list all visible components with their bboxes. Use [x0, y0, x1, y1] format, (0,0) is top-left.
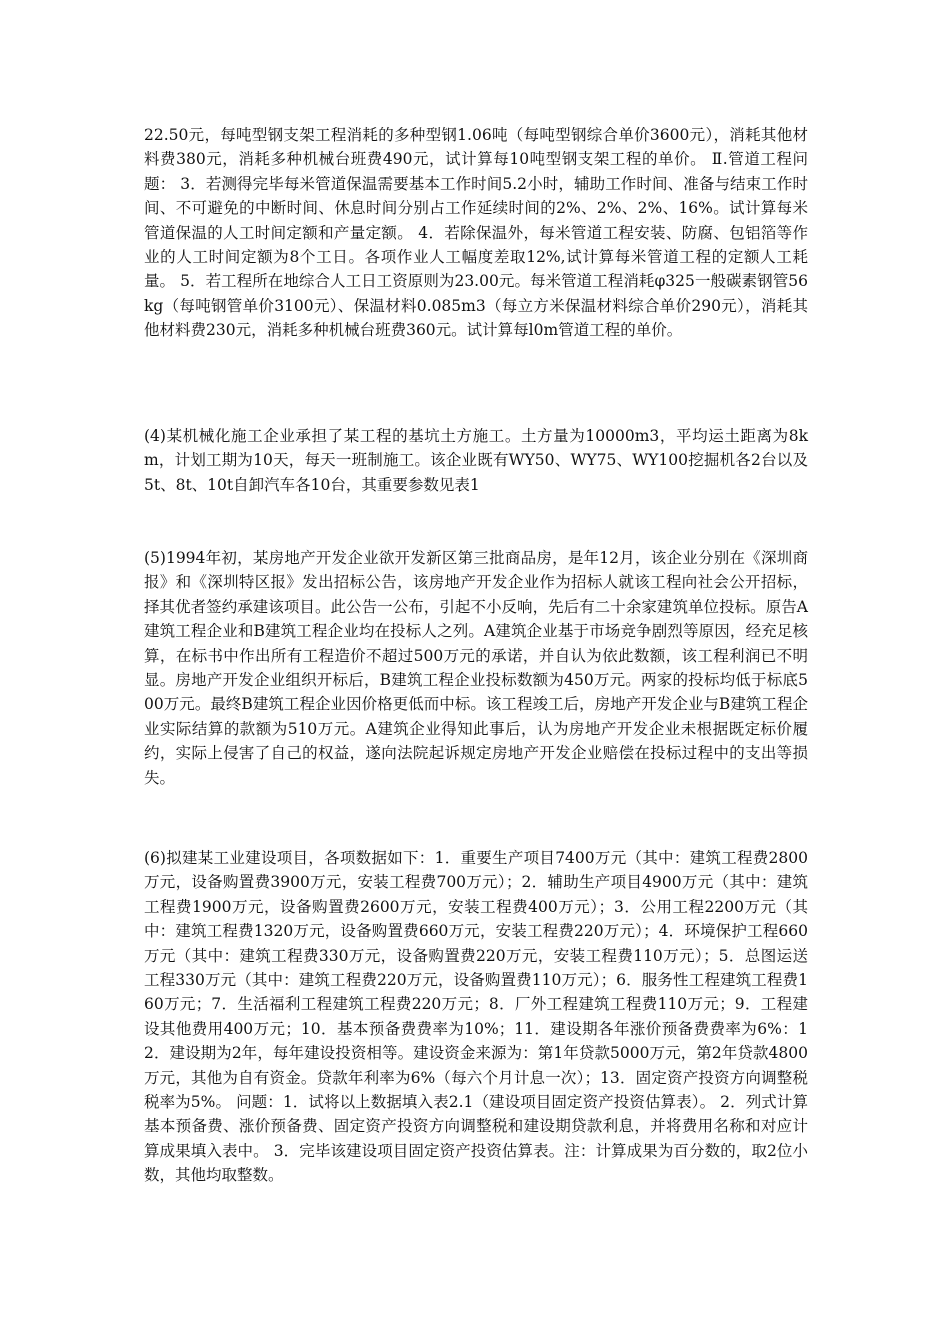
paragraph-investment-estimate: (6)拟建某工业建设项目，各项数据如下：1．重要生产项目7400万元（其中：建筑工程费2800万元，设备购置费3900万元，安装工程费700万元）；2．辅助生产项目4900万元（其中：建筑工程费1900万元，设备购置费2600万元，安装工程费400万元）；3．公用工程2200万元（其中：建筑工程费1320万元，设备购置费660万元，安装工程费220万元）；4．环境保护工程660万元（其中：建筑工程费330万元，设备购置费220万元，安装工程费110万元）；5．总图运送工程330万元（其中：建筑工程费220万元，设备购置费110万元）；6．服务性工程建筑工程费160万元；7．生活福利工程建筑工程费220万元；8．厂外工程建筑工程费110万元；9．工程建设其他费用400万元；10．基本预备费费率为10%；11．建设期各年涨价预备费费率为6%：12．建设期为2年，每年建设投资相等。建设资金来源为：第1年贷款5000万元，第2年贷款4800万元，其他为自有资金。贷款年利率为6%（每六个月计息一次）；13．固定资产投资方向调整税税率为5%。 问题：1．试将以上数据填入表2.1（建设项目固定资产投资估算表）。 2．列式计算基本预备费、涨价预备费、固定资产投资方向调整税和建设期贷款利息，并将费用名称和对应计算成果填入表中。 3．完毕该建设项目固定资产投资估算表。注：计算成果为百分数的，取2位小数，其他均取整数。 — [144, 849, 808, 1185]
paragraph-pipeline-unit-price: 22.50元，每吨型钢支架工程消耗的多种型钢1.06吨（每吨型钢综合单价3600元），消耗其他材料费380元，消耗多种机械台班费490元，试计算每10吨型钢支架工程的单价。 Ⅱ.管道工程问题： 3．若测得完毕每米管道保温需要基本工作时间5.2小时，辅助工作时间、准备与结束工作时间、不可避免的中断时间、休息时间分别占工作延续时间的2%、2%、2%、16%。试计算每米管道保温的人工时间定额和产量定额。 4．若除保温外，每米管道工程安装、防腐、包铝箔等作业的人工时间定额为8个工日。各项作业人工幅度差取12%,试计算每米管道工程的定额人工耗量。 5．若工程所在地综合人工日工资原则为23.00元。每米管道工程消耗φ325一般碳素钢管56kg（每吨钢管单价3100元）、保温材料0.085m3（每立方米保温材料综合单价290元），消耗其他材料费230元，消耗多种机械台班费360元。试计算每l0m管道工程的单价。 — [144, 126, 808, 340]
paragraph-bidding-case: (5)1994年初，某房地产开发企业欲开发新区第三批商品房，是年12月，该企业分别在《深圳商报》和《深圳特区报》发出招标公告，该房地产开发企业作为招标人就该工程向社会公开招标，择其优者签约承建该项目。此公告一公布，引起不小反响，先后有二十余家建筑单位投标。原告A建筑工程企业和B建筑工程企业均在投标人之列。A建筑企业基于市场竞争剧烈等原因，经充足核算，在标书中作出所有工程造价不超过500万元的承诺，并自认为依此数额，该工程利润已不明显。房地产开发企业组织开标后，B建筑工程企业投标数额为450万元。两家的投标均低于标底500万元。最终B建筑工程企业因价格更低而中标。该工程竣工后，房地产开发企业与B建筑工程企业实际结算的款额为510万元。A建筑企业得知此事后，认为房地产开发企业未根据既定标价履约，实际上侵害了自己的权益，遂向法院起诉规定房地产开发企业赔偿在投标过程中的支出等损失。 — [144, 549, 808, 787]
paragraph-earthwork-problem: (4)某机械化施工企业承担了某工程的基坑土方施工。土方量为10000m3，平均运土距离为8km，计划工期为10天，每天一班制施工。该企业既有WY50、WY75、WY100挖掘机各2台以及5t、8t、10t自卸汽车各10台，其重要参数见表1 — [144, 427, 808, 494]
